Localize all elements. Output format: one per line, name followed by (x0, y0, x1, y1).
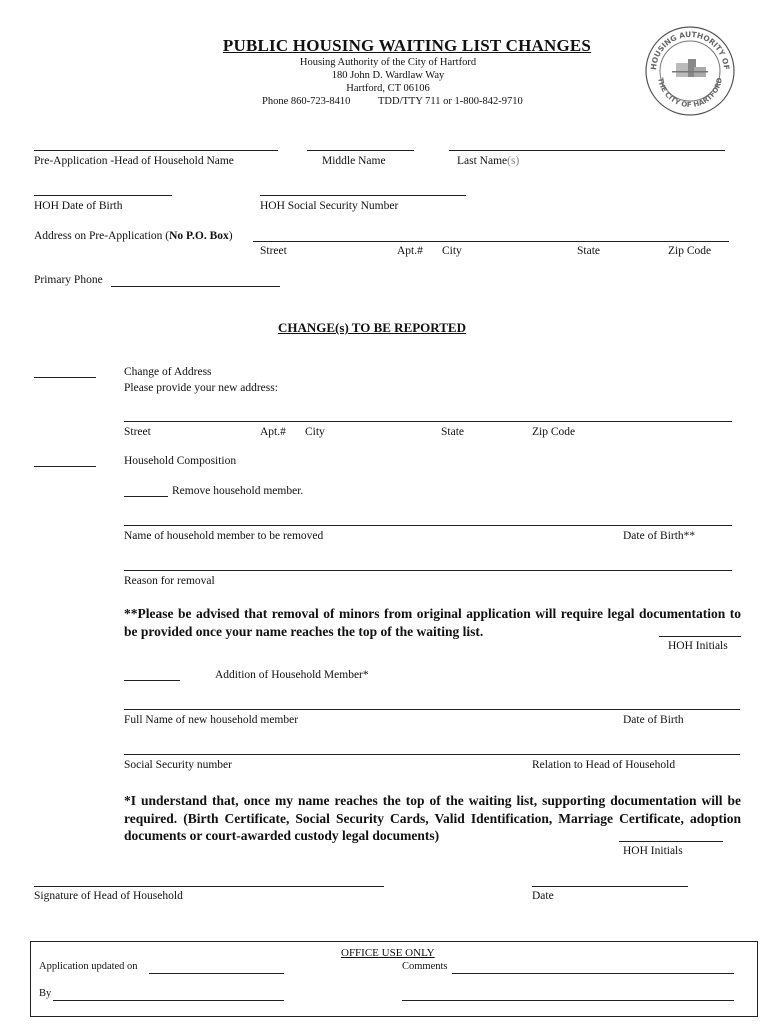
signature-date-line[interactable] (532, 886, 688, 887)
new-city-label: City (305, 426, 325, 438)
middle-name-label: Middle Name (322, 155, 386, 167)
new-member-relation-label: Relation to Head of Household (532, 759, 676, 771)
new-address-line[interactable] (124, 421, 732, 422)
hoh-ssn-line[interactable] (260, 195, 466, 196)
address-apt-label: Apt.# (397, 245, 423, 257)
form-title: PUBLIC HOUSING WAITING LIST CHANGES (222, 36, 592, 55)
office-comments-line-2[interactable] (402, 1000, 734, 1001)
documentation-notice: *I understand that, once my name reaches the top of the waiting list, supporting documentation will be required. (Birth Certificate, Social Security Cards, Valid Identification, Marriage Certificate, adoption documents or court-awarded custody legal documents) (124, 793, 741, 843)
hoh-ssn-label: HOH Social Security Number (260, 200, 399, 212)
org-tty: TDD/TTY 711 or 1-800-842-9710 (378, 96, 523, 107)
office-updated-label: Application updated on (39, 961, 138, 972)
minors-hoh-initials-label: HOH Initials (668, 640, 728, 652)
change-address-label: Change of Address (124, 366, 212, 378)
hoh-dob-label: HOH Date of Birth (34, 200, 123, 212)
removal-reason-label: Reason for removal (124, 575, 215, 587)
removal-reason-line[interactable] (124, 570, 732, 571)
add-member-label: Addition of Household Member* (215, 669, 369, 681)
minors-hoh-initials-line[interactable] (659, 636, 741, 637)
change-address-prompt: Please provide your new address: (124, 382, 278, 394)
hoh-name-label: Pre-Application -Head of Household Name (34, 155, 234, 167)
office-by-label: By (39, 988, 52, 999)
hoh-last-name-line[interactable] (449, 150, 725, 151)
office-use-title: OFFICE USE ONLY (341, 947, 435, 959)
address-state-label: State (577, 245, 600, 257)
svg-text:HOUSING AUTHORITY OF: HOUSING AUTHORITY OF (648, 29, 732, 71)
office-updated-line[interactable] (149, 973, 284, 974)
removed-member-name-line[interactable] (124, 525, 732, 526)
housing-authority-seal-logo (644, 25, 736, 117)
address-city-label: City (442, 245, 462, 257)
org-address-line2: Hartford, CT 06106 (346, 83, 430, 94)
change-address-checkline[interactable] (34, 377, 96, 378)
signature-line[interactable] (34, 886, 384, 887)
remove-member-label: Remove household member. (172, 485, 304, 497)
removed-member-name-label: Name of household member to be removed (124, 530, 324, 542)
last-name-label: Last Name(s) (457, 155, 520, 167)
org-address-line1: 180 John D. Wardlaw Way (331, 70, 445, 81)
household-checkline[interactable] (34, 466, 96, 467)
new-member-name-line[interactable] (124, 709, 740, 710)
signature-date-label: Date (532, 890, 554, 902)
new-zip-label: Zip Code (532, 426, 576, 438)
removed-member-dob-label: Date of Birth** (623, 530, 696, 542)
hoh-first-name-line[interactable] (34, 150, 278, 151)
office-use-box (30, 941, 758, 1017)
minors-notice: **Please be advised that removal of minors from original application will require legal documentation to be provided once your name reaches the top of the waiting list. (124, 606, 741, 639)
signature-label: Signature of Head of Household (34, 890, 183, 902)
address-street-label: Street (260, 245, 287, 257)
hoh-dob-line[interactable] (34, 195, 172, 196)
remove-member-checkline[interactable] (124, 496, 168, 497)
new-member-ssn-label: Social Security number (124, 759, 232, 771)
household-composition-label: Household Composition (124, 455, 237, 467)
address-line[interactable] (253, 241, 729, 242)
org-phone: Phone 860-723-8410 (262, 96, 351, 107)
address-zip-label: Zip Code (668, 245, 712, 257)
add-member-checkline[interactable] (124, 680, 180, 681)
documentation-hoh-initials-line[interactable] (619, 841, 723, 842)
changes-section-title: CHANGE(s) TO BE REPORTED (278, 320, 466, 335)
new-apt-label: Apt.# (260, 426, 286, 438)
primary-phone-line[interactable] (111, 286, 280, 287)
office-comments-label: Comments (402, 961, 448, 972)
new-street-label: Street (124, 426, 151, 438)
org-name: Housing Authority of the City of Hartford (299, 57, 477, 68)
svg-text:THE CITY OF HARTFORD: THE CITY OF HARTFORD (656, 76, 724, 110)
new-member-ssn-line[interactable] (124, 754, 740, 755)
documentation-hoh-initials-label: HOH Initials (623, 845, 683, 857)
new-state-label: State (441, 426, 464, 438)
office-comments-line[interactable] (452, 973, 734, 974)
office-by-line[interactable] (53, 1000, 284, 1001)
new-member-dob-label: Date of Birth (623, 714, 684, 726)
new-member-name-label: Full Name of new household member (124, 714, 299, 726)
primary-phone-label: Primary Phone (34, 274, 103, 286)
hoh-middle-name-line[interactable] (307, 150, 414, 151)
address-label: Address on Pre-Application (No P.O. Box) (34, 230, 233, 242)
